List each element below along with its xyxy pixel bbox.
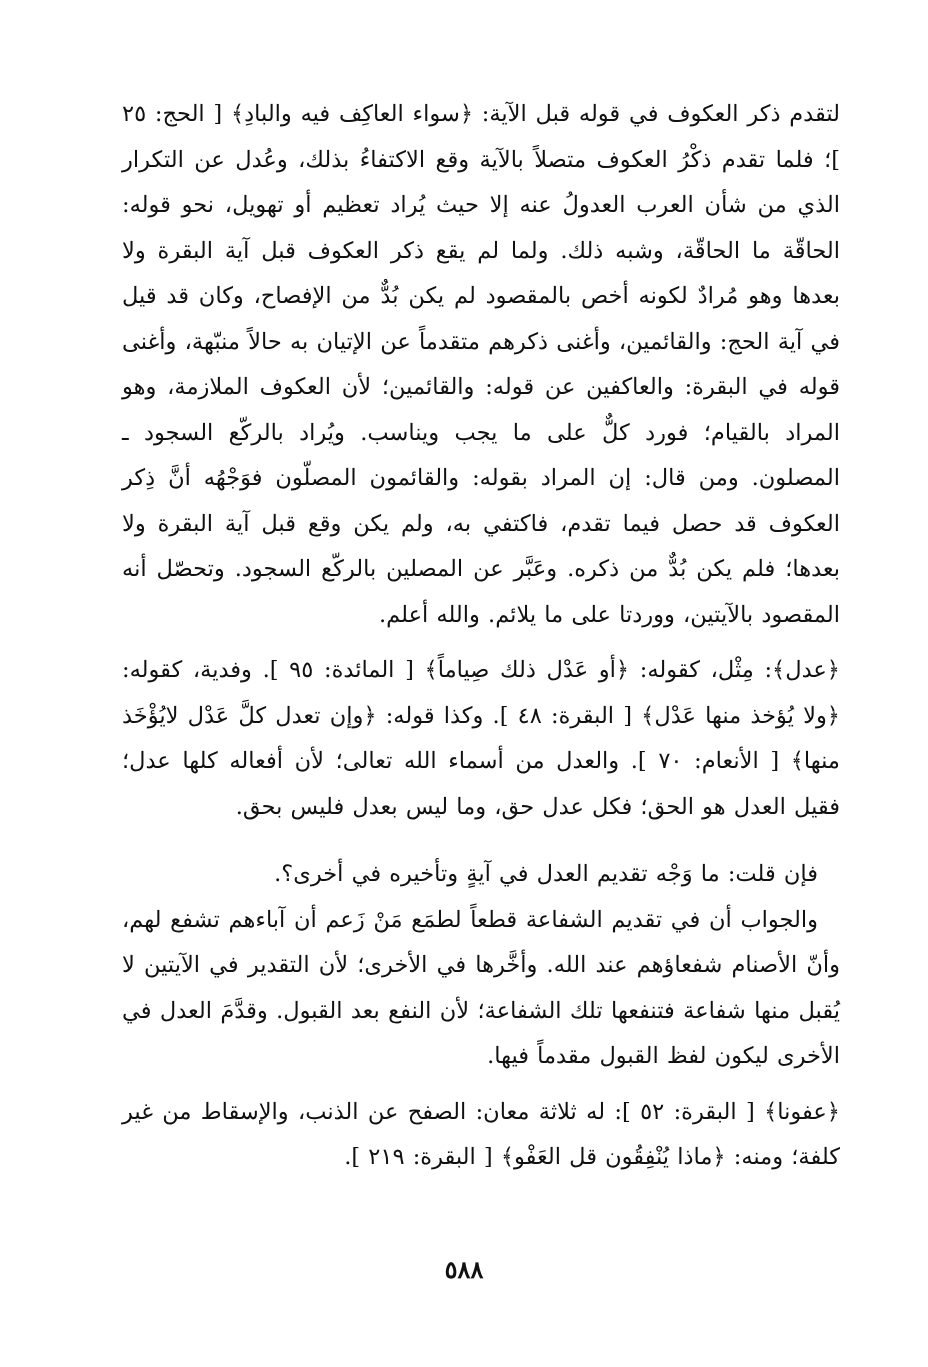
paragraph-answer: والجواب أن في تقديم الشفاعة قطعاً لطمَع مَنْ زَعم أن آباءهم تشفع لهم، وأنّ الأصنام شفعاؤهم عند الله. وأخَّرها في الأخرى؛ لأن التقدير في الآيتين لا يُقبل منها شفاعة فتنفعها تلك الشفاعة؛ لأن النفع بعد القبول. وقدَّمَ العدل في الأخرى ليكون لفظ القبول مقدماً فيها. [122, 906, 840, 1069]
paragraph-afawna: ﴿عفونا﴾ [ البقرة: ٥٢ ]: له ثلاثة معان: الصفح عن الذنب، والإسقاط من غير كلفة؛ ومنه: ﴿ماذا يُنْفِقُون قل العَفْو﴾ [ البقرة: ٢١٩ ]. [122, 1098, 840, 1170]
page-number: ٥٨٨ [444, 1255, 484, 1284]
paragraph-question: فإن قلت: ما وَجْه تقديم العدل في آيةٍ وتأخيره في أخرى؟. [274, 861, 818, 887]
paragraph-adl: ﴿عدل﴾: مِثْل، كقوله: ﴿أو عَدْل ذلك صِياماً﴾ [ المائدة: ٩٥ ]. وفدية، كقوله: ﴿ولا يُؤخذ منها عَدْل﴾ [ البقرة: ٤٨ ]. وكذا قوله: ﴿وإن تعدل كلَّ عَدْل لايُؤْخَذ منها﴾ [ الأنعام: ٧٠ ]. والعدل من أسماء الله تعالى؛ لأن أفعاله كلها عدل؛ فقيل العدل هو الحق؛ فكل عدل حق، وما ليس بعدل فليس بحق. [122, 657, 840, 820]
page-body [122, 92, 840, 1181]
paragraph-akuf: لتقدم ذكر العكوف في قوله قبل الآية: ﴿سواء العاكِف فيه والبادِ﴾ [ الحج: ٢٥ ]؛ فلما تقدم ذكْرُ العكوف متصلاً بالآية وقع الاكتفاءُ بذلك، وعُدل عن التكرار الذي من شأن العرب العدولُ عنه إلا حيث يُراد تعظيم أو تهويل، نحو قوله: الحاقّة ما الحاقّة، وشبه ذلك. ولما لم يقع ذكر العكوف قبل آية البقرة ولا بعدها وهو مُرادٌ لكونه أخص بالمقصود لم يكن بُدٌّ من الإفصاح، وكان قد قيل في آية الحج: والقائمين، وأغنى ذكرهم متقدماً عن الإتيان به حالاً منبّهة، وأغنى قوله في البقرة: والعاكفين عن قوله: والقائمين؛ لأن العكوف الملازمة، وهو المراد بالقيام؛ فورد كلٌّ على ما يجب ويناسب. ويُراد بالركّع السجود ـ المصلون. ومن قال: إن المراد بقوله: والقائمون المصلّون فوَجْهُه أنَّ ذِكر العكوف قد حصل فيما تقدم، فاكتفي به، ولم يكن وقع قبل آية البقرة ولا بعدها؛ فلم يكن بُدٌّ من ذكره. وعَبَّر عن المصلين بالركّع السجود. وتحصّل أنه المقصود بالآيتين، ووردتا على ما يلائم. والله أعلم. [122, 101, 840, 628]
